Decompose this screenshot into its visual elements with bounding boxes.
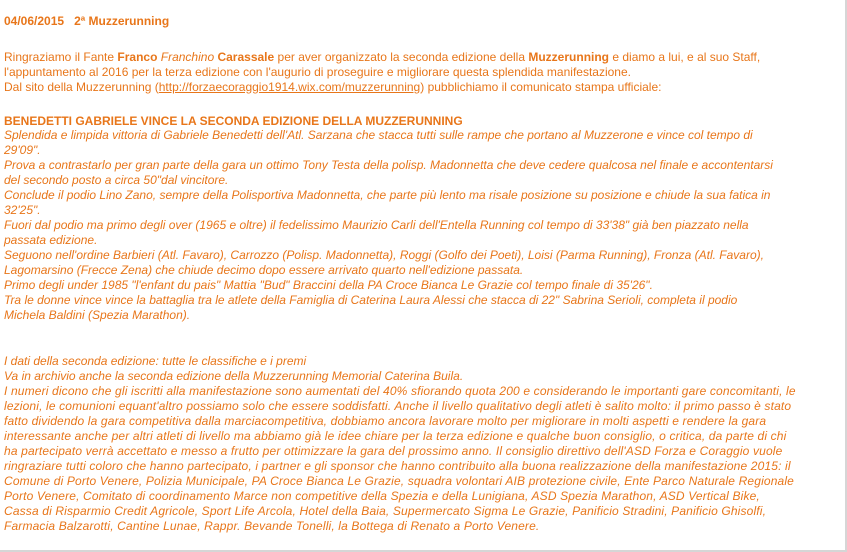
intro-text: e diamo a lui, e al suo Staff, [609,50,761,64]
report-line: Michela Baldini (Spezia Marathon). [4,308,191,322]
archive-line: lezioni, le comunioni equant'altro possiamo solo che essere soddisfatti. Anche il livello qualitativo degli atleti è salito molto: il primo passo è stato [4,399,792,413]
report-line: passata edizione. [4,233,98,247]
report-line: del secondo posto a circa 50"dal vincitore. [4,173,229,187]
report-line: Conclude il podio Lino Zano, sempre della Polisportiva Madonnetta, che parte più lento ma risale posizione su posizione e chiude la sua fatica in [4,188,771,202]
post-date: 04/06/2015 [4,14,65,28]
intro-nickname: Franchino [160,50,215,64]
intro-line-3 [4,80,760,95]
post-heading: 2ª Muzzerunning [74,14,170,28]
intro-line-2: l'appuntamento al 2016 per la terza edizione con l'augurio di proseguire e migliorare questa splendida manifestazione. [4,65,631,79]
archive-line: interessante anche per altri atleti di livello ma abbiamo già le idee chiare per la terza edizione e qualche buon consiglio, o critica, da parte di chi [4,429,787,443]
intro-text: ) pubblichiamo il comunicato stampa ufficiale: [420,80,662,94]
intro-event-name: Muzzerunning [528,50,610,64]
report-line: Tra le donne vince vince la battaglia tra le atlete della Famiglia di Caterina Laura Alessi che stacca di 22" Sabrina Serioli, completa il podio [4,293,738,307]
archive-line: Porto Venere, Comitato di coordinamento Marce non competitive della Spezia e della Lunigiana, ASD Spezia Marathon, ASD Vertical Bike, [4,489,760,503]
report-line: Fuori dal podio ma primo degli over (1965 e oltre) il fedelissimo Maurizio Carli dell'Entella Running col tempo di 33'38" già ben piazzato nella [4,218,749,232]
report-line: Lagomarsino (Frecce Zena) che chiude decimo dopo essere arrivato quarto nell'edizione passata. [4,263,524,277]
archive-heading: I dati della seconda edizione: tutte le classifiche e i premi [4,354,307,368]
intro-surname: Carassale [217,50,275,64]
post-title [4,14,169,28]
archive-line: Comune di Porto Venere, Polizia Municipale, PA Croce Bianca Le Grazie, squadra volontari AIB protezione civile, Ente Parco Naturale Regionale [4,474,794,488]
archive-line: fatto dividendo la gara competitiva dalla marciacompetitiva, dobbiamo ancora lavorare molto per migliorare in molti aspetti e rendere la gara [4,414,767,428]
archive-line: Farmacia Balzarotti, Cantine Lunae, Rappr. Bevande Tonelli, la Bottega di Renato a Porto Venere. [4,519,540,533]
race-report [4,128,843,323]
archive-line: ringraziare tutti coloro che hanno partecipato, i partner e gli sponsor che hanno contribuito alla buona realizzazione della manifestazione 2015: il [4,459,791,473]
archive-body [4,384,843,534]
archive-section [4,354,843,534]
report-line: Seguono nell'ordine Barbieri (Atl. Favaro), Carrozzo (Polisp. Madonnetta), Roggi (Golfo dei Poeti), Loisi (Parma Running), Fronza (Atl. Favaro), [4,248,764,262]
report-line: Prova a contrastarlo per gran parte della gara un ottimo Tony Testa della polisp. Madonnetta che deve cedere qualcosa nel finale e accontentarsi [4,158,773,172]
archive-line: Cassa di Risparmio Credit Agricole, Sport Life Arcola, Hotel della Baia, Supermercato Sigma Le Grazie, Panificio Stradini, Panificio Ghisolfi, [4,504,767,518]
report-line: 32'25". [4,203,41,217]
muzzerunning-site-link[interactable]: http://forzaecoraggio1914.wix.com/muzzerunning [158,80,421,94]
report-line: Primo degli under 1985 "l'enfant du pais" Mattia "Bud" Braccini della PA Croce Bianca Le Grazie col tempo finale di 35'26". [4,278,653,292]
archive-subheading: Va in archivio anche la seconda edizione della Muzzerunning Memorial Caterina Buila. [4,369,464,383]
intro-name-franco: Franco [117,50,158,64]
intro-line-1 [4,50,760,65]
report-line: Splendida e limpida vittoria di Gabriele Benedetti dell'Atl. Sarzana che stacca tutti sulle rampe che portano al Muzzerone e vince col tempo di [4,128,753,142]
article-headline: BENEDETTI GABRIELE VINCE LA SECONDA EDIZIONE DELLA MUZZERUNNING [4,114,463,128]
report-line: 29'09". [4,143,41,157]
intro-text: per aver organizzato la seconda edizione della [274,50,529,64]
intro-paragraph [4,50,760,95]
intro-text: Dal sito della Muzzerunning ( [4,80,159,94]
intro-text: Ringraziamo il Fante [4,50,118,64]
archive-line: ha partecipato verrà accettato e messo a frutto per ottimizzare la gara del prossimo anno. Il consiglio direttivo dell'ASD Forza e Coraggio vuole [4,444,783,458]
archive-line: I numeri dicono che gli iscritti alla manifestazione sono aumentati del 40% sfiorando quota 200 e considerando le importanti gare concomitanti, le [4,384,796,398]
